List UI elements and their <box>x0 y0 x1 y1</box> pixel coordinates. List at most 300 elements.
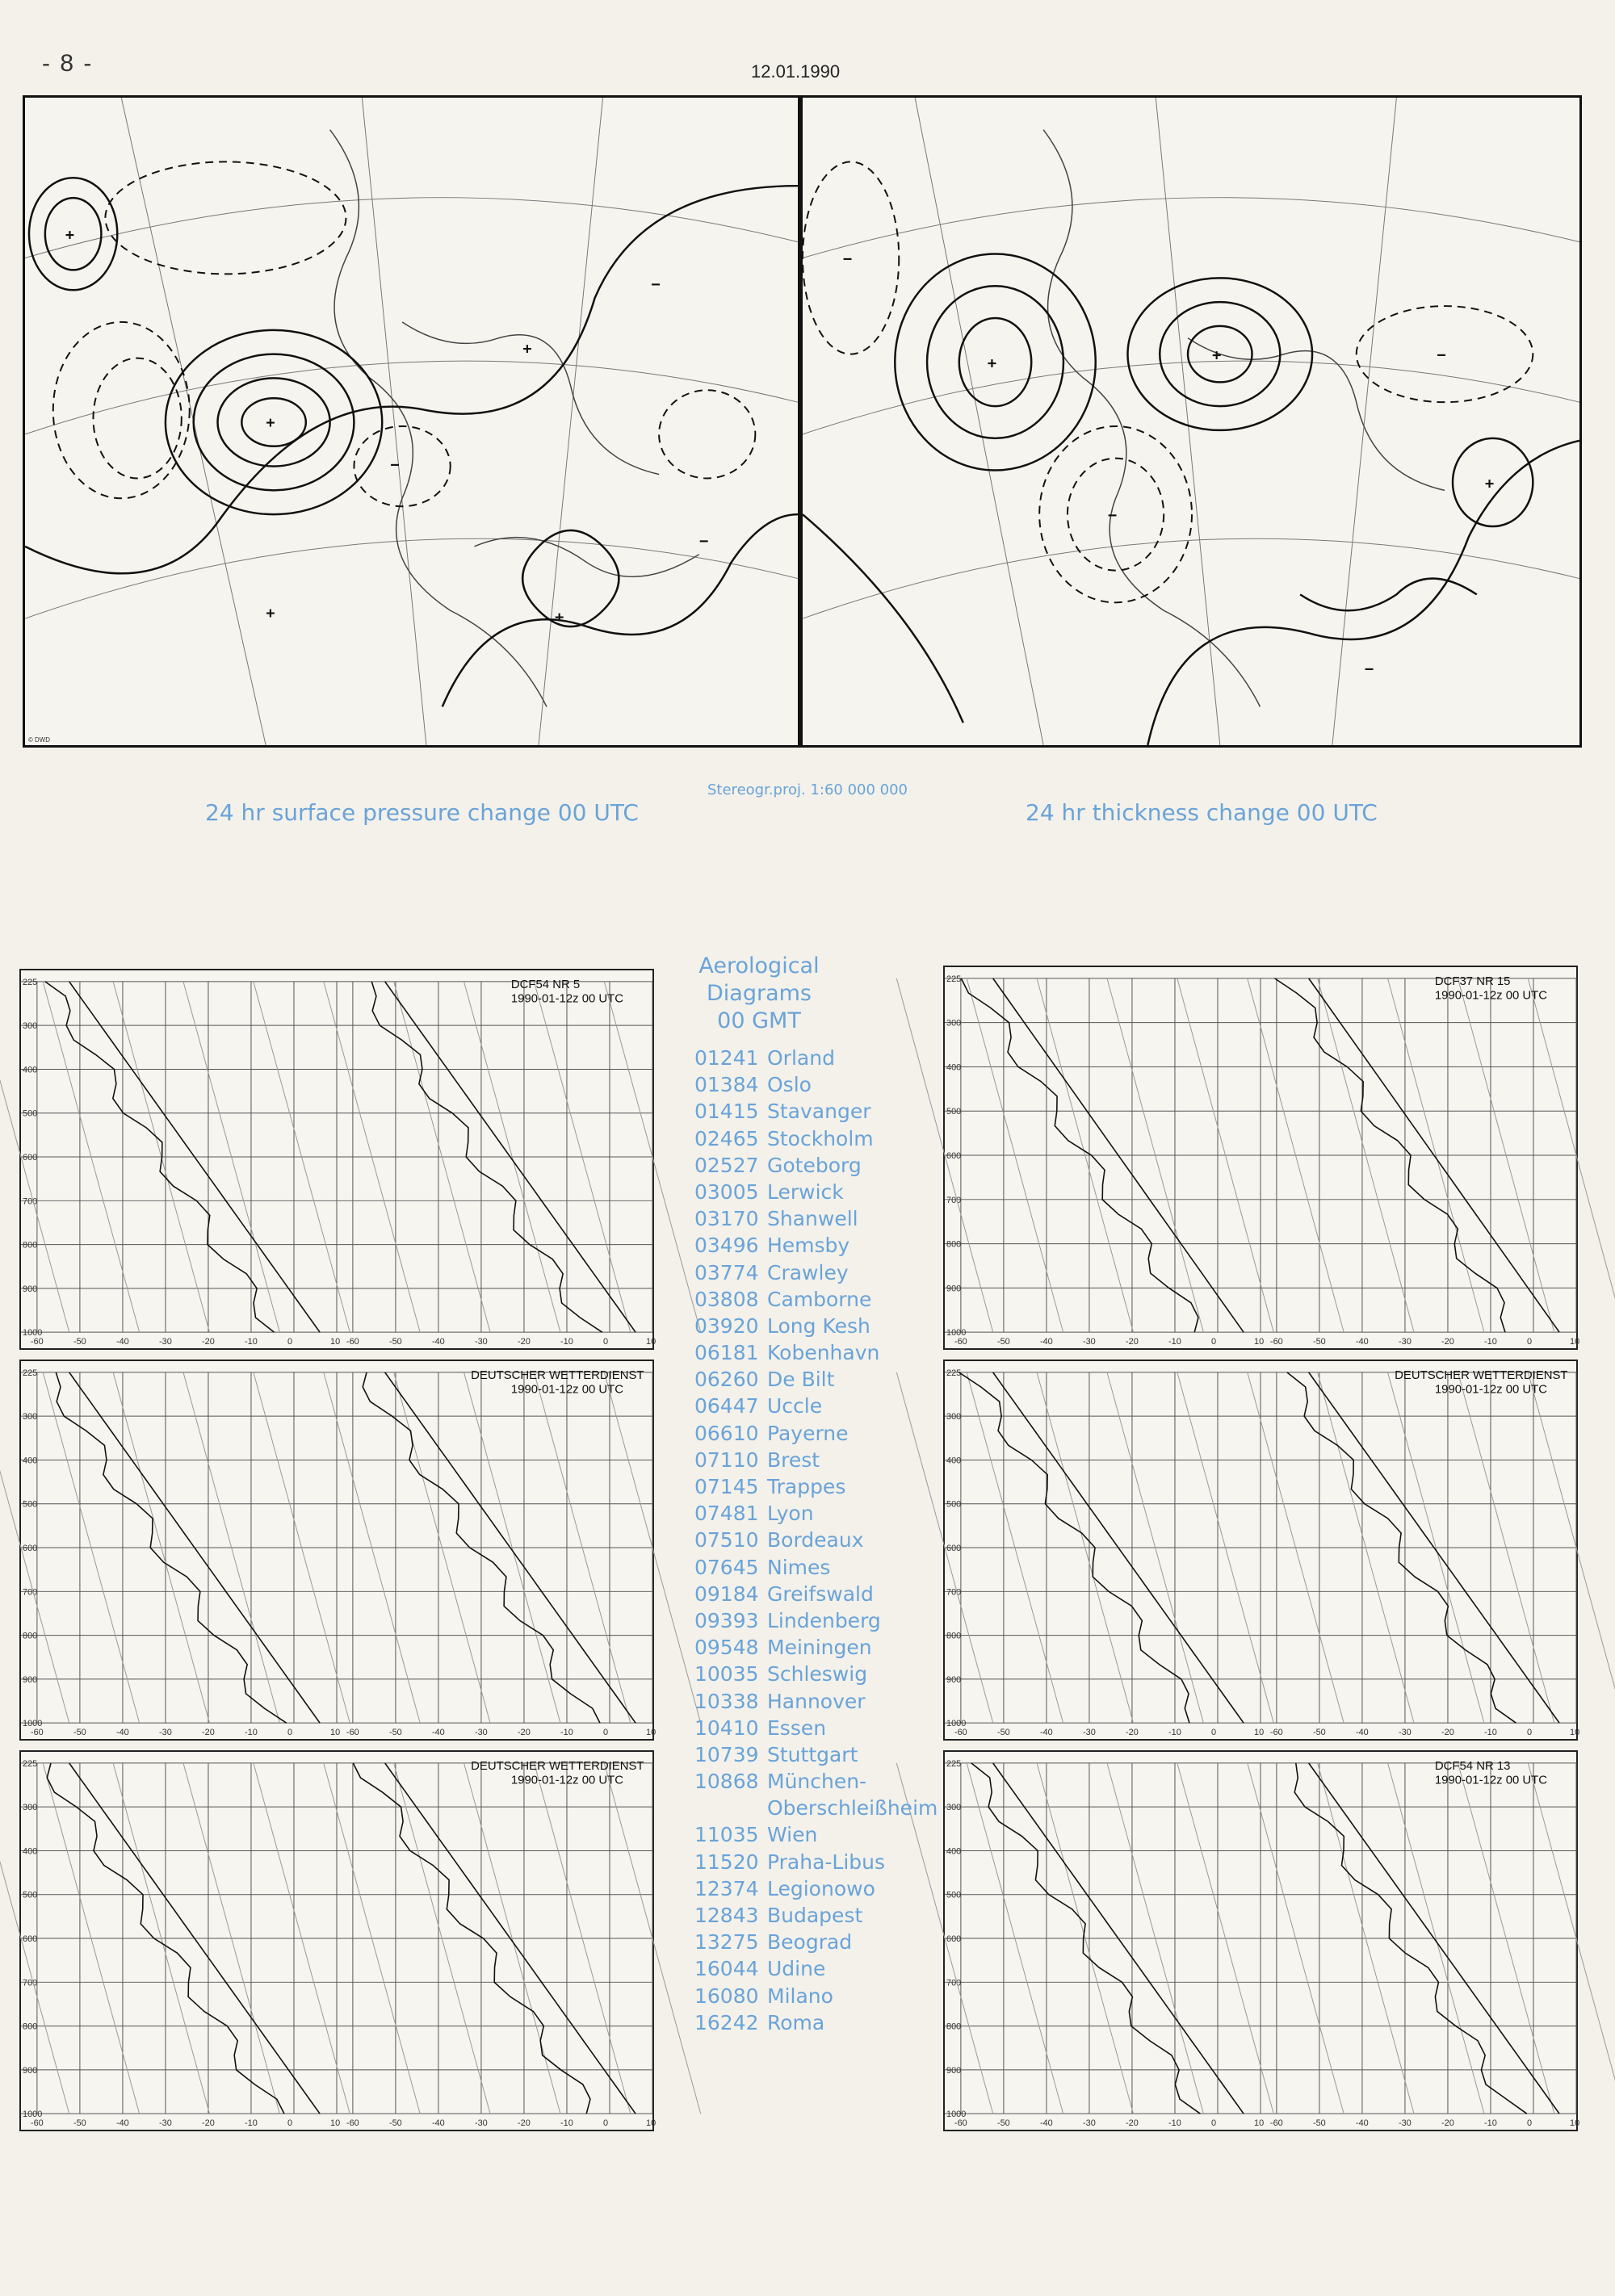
temperature-label: 0 <box>287 1728 293 1738</box>
diagram-tag: DCF37 NR 15 <box>1434 974 1511 988</box>
diagram-tag: DCF54 NR 5 <box>510 978 581 991</box>
station-name: Shanwell <box>767 1207 858 1231</box>
temperature-label: -10 <box>1168 1337 1181 1347</box>
svg-text:−: − <box>842 250 853 269</box>
pressure-label: 700 <box>946 1978 962 1988</box>
station-name: Trappes <box>767 1475 846 1498</box>
station-code: 03774 <box>694 1260 759 1284</box>
station-code: 07481 <box>694 1502 759 1526</box>
station-name: Oslo <box>767 1073 812 1097</box>
station-row <box>694 1850 938 1877</box>
pressure-label: 800 <box>22 1240 38 1251</box>
station-code: 03170 <box>694 1207 759 1231</box>
station-row <box>694 1288 938 1314</box>
station-code: 16044 <box>694 1957 759 1981</box>
pressure-label: 400 <box>22 1846 38 1857</box>
station-row <box>694 1368 938 1394</box>
station-row <box>694 1475 938 1502</box>
temperature-label: -50 <box>73 1337 86 1347</box>
station-code: 02465 <box>694 1126 759 1150</box>
station-code: 03808 <box>694 1287 759 1311</box>
temperature-label: -10 <box>245 1337 258 1347</box>
station-row <box>694 1100 938 1126</box>
pressure-label: 700 <box>22 1196 38 1207</box>
station-row <box>694 1046 938 1073</box>
pressure-label: 900 <box>22 1674 38 1685</box>
station-name: Stuttgart <box>767 1742 858 1766</box>
temperature-label: -20 <box>517 1337 531 1347</box>
station-name: Schleswig <box>767 1662 868 1686</box>
station-name: Praha-Libus <box>767 1850 886 1874</box>
station-row <box>694 1770 938 1796</box>
diagram-tag: DEUTSCHER WETTERDIENST <box>1395 1368 1568 1382</box>
pressure-label: 700 <box>22 1587 38 1598</box>
station-name: Orland <box>767 1046 835 1070</box>
temperature-label: -60 <box>30 1728 44 1738</box>
station-row <box>694 1930 938 1957</box>
station-row <box>694 1636 938 1662</box>
temperature-label: -10 <box>245 2118 258 2129</box>
svg-text:−: − <box>390 456 400 475</box>
temperature-label: 10 <box>1254 1728 1265 1738</box>
station-name: Hannover <box>767 1689 866 1713</box>
temperature-label: 10 <box>1570 1728 1580 1738</box>
station-row <box>694 1528 938 1555</box>
temperature-label: -30 <box>1398 1337 1412 1347</box>
list-title-line: 00 GMT <box>717 1008 801 1033</box>
temperature-label: -10 <box>1484 1337 1497 1347</box>
svg-text:© DWD: © DWD <box>27 736 51 744</box>
pressure-label: 600 <box>22 1544 38 1553</box>
station-row <box>694 1448 938 1475</box>
station-code: 10410 <box>694 1716 759 1740</box>
station-name: Udine <box>767 1957 826 1981</box>
station-row <box>694 1234 938 1260</box>
temperature-label: -40 <box>431 2118 445 2129</box>
pressure-map-drawing <box>25 98 798 745</box>
temperature-label: -20 <box>1125 1728 1139 1738</box>
station-row <box>694 1127 938 1154</box>
temperature-label: -20 <box>1441 2118 1454 2129</box>
temperature-label: 10 <box>646 1337 656 1347</box>
station-code: 01241 <box>694 1046 759 1070</box>
pressure-label: 300 <box>22 1803 38 1813</box>
station-code: 06260 <box>694 1368 759 1392</box>
temperature-label: -50 <box>996 1728 1010 1738</box>
pressure-label: 800 <box>946 1631 962 1641</box>
temperature-label: 0 <box>1211 1337 1217 1347</box>
pressure-label: 600 <box>946 1151 962 1161</box>
station-name: Brest <box>767 1448 820 1472</box>
diagram-stamp: 1990-01-12z 00 UTC <box>1434 989 1548 1003</box>
station-name: Meiningen <box>767 1636 872 1660</box>
pressure-label: 800 <box>22 1631 38 1641</box>
station-code: 10868 <box>694 1770 759 1794</box>
temperature-label: 0 <box>603 1337 609 1347</box>
station-name: Stavanger <box>767 1100 871 1124</box>
station-row <box>694 1984 938 2011</box>
diagram-tag: DEUTSCHER WETTERDIENST <box>471 1368 644 1382</box>
pressure-label: 800 <box>946 1239 962 1250</box>
pressure-label: 700 <box>946 1587 962 1598</box>
pressure-label: 600 <box>22 1934 38 1944</box>
temperature-label: 0 <box>287 2118 293 2129</box>
station-row <box>694 1823 938 1850</box>
station-code: 10035 <box>694 1662 759 1686</box>
temperature-label: -40 <box>1039 1728 1053 1738</box>
station-name: Essen <box>767 1716 827 1740</box>
pressure-label: 600 <box>22 1153 38 1163</box>
diagram-stamp: 1990-01-12z 00 UTC <box>510 1774 624 1787</box>
svg-text:+: + <box>65 226 75 245</box>
temperature-label: -40 <box>431 1728 445 1738</box>
station-row <box>694 1314 938 1341</box>
temperature-label: -50 <box>996 1337 1010 1347</box>
diagram-stamp: 1990-01-12z 00 UTC <box>1434 1383 1548 1397</box>
station-name: Beograd <box>767 1930 853 1955</box>
temperature-label: 10 <box>646 2118 656 2129</box>
temperature-label: -30 <box>1082 2118 1096 2129</box>
temperature-label: -20 <box>201 1337 215 1347</box>
list-title-line: Diagrams <box>707 981 812 1006</box>
station-row <box>694 1422 938 1448</box>
temperature-label: 10 <box>1254 2118 1265 2129</box>
svg-text:+: + <box>987 354 997 373</box>
temperature-label: -30 <box>1082 1337 1096 1347</box>
surface-pressure-change-map <box>23 95 800 748</box>
temperature-label: -30 <box>158 1337 172 1347</box>
station-row <box>694 1957 938 1984</box>
pressure-label: 900 <box>946 1674 962 1685</box>
temperature-label: -50 <box>388 1728 402 1738</box>
svg-text:+: + <box>266 605 275 623</box>
station-name: Uccle <box>767 1394 823 1418</box>
pressure-label: 700 <box>22 1978 38 1988</box>
station-row <box>694 1662 938 1689</box>
station-name: Lindenberg <box>767 1608 881 1632</box>
temperature-label: 10 <box>646 1728 656 1738</box>
pressure-label: 225 <box>946 974 962 984</box>
svg-text:+: + <box>554 609 564 627</box>
temperature-label: -60 <box>954 1728 967 1738</box>
pressure-label: 300 <box>946 1412 962 1422</box>
station-name: Milano <box>767 1984 833 2008</box>
station-row <box>694 1609 938 1636</box>
temperature-label: -10 <box>1168 1728 1181 1738</box>
station-row <box>694 1180 938 1207</box>
pressure-label: 500 <box>946 1499 962 1510</box>
pressure-label: 225 <box>22 977 38 987</box>
temperature-label: 0 <box>603 2118 609 2129</box>
thickness-caption: 24 hr thickness change 00 UTC <box>1026 799 1378 826</box>
temperature-label: -50 <box>73 2118 86 2129</box>
station-code: 07645 <box>694 1555 759 1579</box>
svg-text:−: − <box>1437 346 1446 365</box>
station-name: Roma <box>767 2010 825 2034</box>
station-row <box>694 1556 938 1582</box>
svg-text:−: − <box>651 276 661 295</box>
station-code: 12374 <box>694 1876 759 1900</box>
temperature-label: -30 <box>474 1728 488 1738</box>
aerological-diagram-left-top <box>19 969 654 1350</box>
pressure-label: 900 <box>946 2065 962 2076</box>
temperature-label: -40 <box>115 1728 129 1738</box>
diagram-stamp: 1990-01-12z 00 UTC <box>1434 1774 1548 1787</box>
station-row <box>694 2011 938 2038</box>
station-row <box>694 1690 938 1716</box>
temperature-label: 0 <box>1211 1728 1217 1738</box>
temperature-label: -60 <box>1269 1728 1283 1738</box>
temperature-label: -20 <box>517 2118 531 2129</box>
svg-text:+: + <box>266 413 275 432</box>
station-code: 11035 <box>694 1823 759 1847</box>
pressure-label: 1000 <box>946 1328 967 1339</box>
temperature-label: -50 <box>1312 2118 1326 2129</box>
pressure-label: 225 <box>22 1368 38 1378</box>
station-code: 07510 <box>694 1528 759 1552</box>
station-name: Greifswald <box>767 1582 874 1606</box>
page-date: 12.01.1990 <box>751 61 841 82</box>
temperature-label: -20 <box>1125 1337 1139 1347</box>
temperature-label: -20 <box>201 1728 215 1738</box>
svg-text:+: + <box>1484 475 1495 493</box>
temperature-label: -50 <box>73 1728 86 1738</box>
station-name: Payerne <box>767 1421 849 1445</box>
pressure-label: 1000 <box>22 2110 43 2120</box>
temperature-label: -30 <box>1398 2118 1412 2129</box>
station-code: 01384 <box>694 1073 759 1097</box>
svg-text:+: + <box>522 340 532 358</box>
temperature-label: -60 <box>954 1337 967 1347</box>
station-name: De Bilt <box>767 1368 835 1392</box>
station-row <box>694 1073 938 1100</box>
page-number: - 8 - <box>42 50 94 77</box>
station-name: Goteborg <box>767 1153 862 1177</box>
station-name: Camborne <box>767 1287 872 1311</box>
temperature-label: -60 <box>30 2118 44 2129</box>
temperature-label: -30 <box>158 2118 172 2129</box>
station-code: 06181 <box>694 1341 759 1365</box>
station-code: 16080 <box>694 1984 759 2008</box>
temperature-label: -60 <box>346 1337 359 1347</box>
pressure-label: 500 <box>22 1108 38 1119</box>
pressure-label: 300 <box>946 1018 962 1029</box>
temperature-label: 0 <box>287 1337 293 1347</box>
station-code: 03005 <box>694 1179 759 1204</box>
station-row <box>694 1261 938 1288</box>
pressure-label: 225 <box>22 1758 38 1769</box>
svg-text:−: − <box>1364 660 1374 679</box>
temperature-label: -60 <box>346 1728 359 1738</box>
pressure-label: 900 <box>946 1284 962 1294</box>
pressure-label: 300 <box>946 1803 962 1813</box>
temperature-label: -10 <box>245 1728 258 1738</box>
svg-text:−: − <box>698 532 709 551</box>
station-name: Crawley <box>767 1260 849 1284</box>
temperature-label: -60 <box>346 2118 359 2129</box>
temperature-label: -50 <box>1312 1337 1326 1347</box>
station-name: Long Kesh <box>767 1313 870 1338</box>
station-row <box>694 1796 938 1823</box>
pressure-label: 900 <box>22 2065 38 2076</box>
station-name: Budapest <box>767 1904 863 1927</box>
station-code: 10338 <box>694 1689 759 1713</box>
temperature-label: 0 <box>603 1728 609 1738</box>
station-code: 01415 <box>694 1100 759 1124</box>
temperature-label: 0 <box>1527 1337 1533 1347</box>
temperature-label: -10 <box>1484 1728 1497 1738</box>
pressure-label: 1000 <box>946 2110 967 2120</box>
station-name: Nimes <box>767 1555 831 1579</box>
pressure-label: 225 <box>946 1368 962 1378</box>
temperature-label: -40 <box>1355 2118 1369 2129</box>
station-name: Lerwick <box>767 1179 844 1204</box>
temperature-label: -60 <box>30 1337 44 1347</box>
temperature-label: -30 <box>158 1728 172 1738</box>
temperature-label: -20 <box>1441 1337 1454 1347</box>
pressure-label: 300 <box>22 1021 38 1032</box>
pressure-label: 400 <box>22 1065 38 1075</box>
temperature-label: 10 <box>1254 1337 1265 1347</box>
temperature-label: -50 <box>996 2118 1010 2129</box>
station-code: 02527 <box>694 1153 759 1177</box>
pressure-label: 700 <box>946 1195 962 1205</box>
temperature-label: 0 <box>1527 1728 1533 1738</box>
station-name: Wien <box>767 1823 818 1847</box>
temperature-label: -20 <box>201 2118 215 2129</box>
station-code: 06447 <box>694 1394 759 1418</box>
station-code: 13275 <box>694 1930 759 1955</box>
station-code: 09184 <box>694 1582 759 1606</box>
aerological-diagram-right-top <box>943 966 1578 1350</box>
aerological-diagram-right-mid <box>943 1360 1578 1741</box>
temperature-label: -40 <box>1355 1337 1369 1347</box>
temperature-label: -10 <box>560 1337 573 1347</box>
station-name: Oberschleißheim <box>767 1796 938 1820</box>
pressure-label: 1000 <box>22 1719 43 1729</box>
station-row <box>694 1394 938 1421</box>
station-row <box>694 1207 938 1234</box>
station-code: 09548 <box>694 1636 759 1660</box>
station-name: Stockholm <box>767 1126 874 1150</box>
pressure-label: 500 <box>946 1107 962 1117</box>
temperature-label: -40 <box>1039 2118 1053 2129</box>
station-name: Lyon <box>767 1502 814 1526</box>
station-row <box>694 1743 938 1770</box>
aerological-list-title <box>646 953 872 1035</box>
temperature-label: 10 <box>1570 1337 1580 1347</box>
temperature-label: -30 <box>1082 1728 1096 1738</box>
pressure-label: 800 <box>22 2022 38 2032</box>
temperature-label: -10 <box>1168 2118 1181 2129</box>
station-row <box>694 1502 938 1528</box>
pressure-label: 500 <box>22 1499 38 1510</box>
temperature-label: 10 <box>330 2118 341 2129</box>
temperature-label: -30 <box>1398 1728 1412 1738</box>
temperature-label: -10 <box>560 2118 573 2129</box>
temperature-label: -40 <box>1039 1337 1053 1347</box>
projection-note: Stereogr.proj. 1:60 000 000 <box>707 781 908 798</box>
station-code: 10739 <box>694 1742 759 1766</box>
list-title-line: Aerological <box>698 953 820 978</box>
temperature-label: -60 <box>954 2118 967 2129</box>
station-code: 03920 <box>694 1313 759 1338</box>
station-row <box>694 1154 938 1180</box>
diagram-tag: DEUTSCHER WETTERDIENST <box>471 1759 644 1773</box>
pressure-label: 400 <box>946 1456 962 1466</box>
temperature-label: 10 <box>330 1728 341 1738</box>
temperature-label: 0 <box>1211 2118 1217 2129</box>
temperature-label: -40 <box>431 1337 445 1347</box>
temperature-label: 10 <box>330 1337 341 1347</box>
station-code: 07110 <box>694 1448 759 1472</box>
pressure-label: 600 <box>946 1934 962 1944</box>
pressure-label: 300 <box>22 1412 38 1422</box>
pressure-label: 800 <box>946 2022 962 2032</box>
temperature-label: -10 <box>560 1728 573 1738</box>
station-name: Legionowo <box>767 1876 875 1900</box>
station-name: Bordeaux <box>767 1528 864 1552</box>
diagram-stamp: 1990-01-12z 00 UTC <box>510 1383 624 1397</box>
temperature-label: -50 <box>388 1337 402 1347</box>
temperature-label: -60 <box>1269 2118 1283 2129</box>
station-code: 09393 <box>694 1608 759 1632</box>
pressure-label: 900 <box>22 1284 38 1294</box>
pressure-label: 600 <box>946 1544 962 1553</box>
pressure-label: 225 <box>946 1758 962 1769</box>
station-name: München- <box>767 1770 867 1794</box>
temperature-label: -40 <box>115 1337 129 1347</box>
temperature-label: 0 <box>1527 2118 1533 2129</box>
temperature-label: -20 <box>517 1728 531 1738</box>
pressure-label: 500 <box>946 1890 962 1900</box>
station-row <box>694 1716 938 1743</box>
station-name: Hemsby <box>767 1234 850 1258</box>
temperature-label: -30 <box>474 1337 488 1347</box>
aerological-diagram-right-bot <box>943 1750 1578 2131</box>
temperature-label: -20 <box>1125 2118 1139 2129</box>
station-code: 16242 <box>694 2010 759 2034</box>
pressure-label: 500 <box>22 1890 38 1900</box>
temperature-label: -10 <box>1484 2118 1497 2129</box>
station-code: 11520 <box>694 1850 759 1874</box>
station-row <box>694 1877 938 1904</box>
station-name: Kobenhavn <box>767 1341 880 1365</box>
thickness-map-drawing <box>803 98 1579 745</box>
station-row <box>694 1582 938 1609</box>
svg-text:−: − <box>1107 507 1118 526</box>
pressure-label: 1000 <box>22 1328 43 1339</box>
pressure-label: 1000 <box>946 1719 967 1729</box>
station-code: 06610 <box>694 1421 759 1445</box>
station-row <box>694 1341 938 1368</box>
temperature-label: -40 <box>1355 1728 1369 1738</box>
thickness-change-map <box>800 95 1582 748</box>
temperature-label: -40 <box>115 2118 129 2129</box>
pressure-label: 400 <box>946 1846 962 1857</box>
diagram-tag: DCF54 NR 13 <box>1434 1759 1511 1773</box>
station-code: 03496 <box>694 1234 759 1258</box>
temperature-label: -50 <box>1312 1728 1326 1738</box>
station-code: 07145 <box>694 1475 759 1498</box>
diagram-stamp: 1990-01-12z 00 UTC <box>510 992 624 1006</box>
temperature-label: -50 <box>388 2118 402 2129</box>
temperature-label: -60 <box>1269 1337 1283 1347</box>
temperature-label: 10 <box>1570 2118 1580 2129</box>
temperature-label: -20 <box>1441 1728 1454 1738</box>
temperature-label: -30 <box>474 2118 488 2129</box>
aerological-diagram-left-bot <box>19 1750 654 2131</box>
